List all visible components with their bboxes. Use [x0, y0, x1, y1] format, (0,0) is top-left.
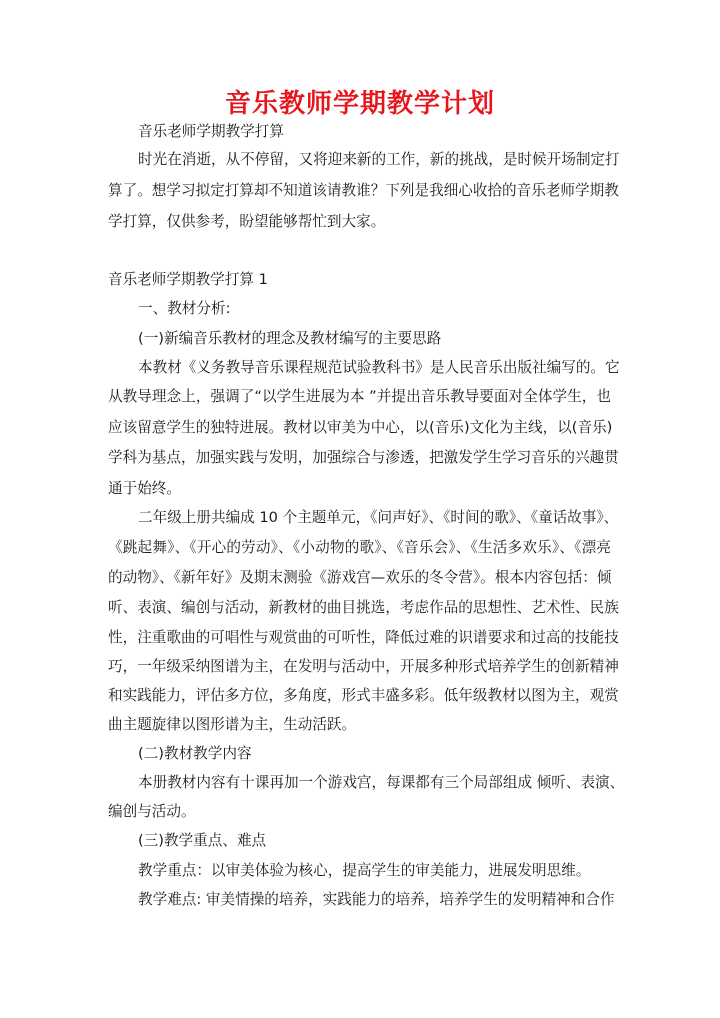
paragraph-line: 应该留意学生的独特进展。教材以审美为中心，以(音乐)文化为主线，以(音乐): [108, 419, 613, 436]
section-heading: 一、教材分析:: [138, 300, 231, 317]
paragraph-line: 算了。想学习拟定打算却不知道该请教谁？下列是我细心收拾的音乐老师学期教: [108, 182, 619, 199]
subsection-heading: (二)教材教学内容: [138, 745, 252, 762]
paragraph-line: 本册教材内容有十课再加一个游戏宫，每课都有三个局部组成 倾听、表演、: [138, 774, 625, 791]
paragraph-line: 从教导理念上，强调了“以学生进展为本 ”并提出音乐教导要面对全体学生，也: [108, 388, 611, 405]
paragraph-line: 听、表演、编创与活动，新教材的曲目挑选，考虑作品的思想性、艺术性、民族: [108, 599, 619, 616]
paragraph-line: 教学重点：以审美体验为核心，提高学生的审美能力，进展发明思维。: [138, 862, 591, 879]
document-title: 音乐教师学期教学计划: [224, 89, 495, 119]
subsection-heading: (三)教学重点、难点: [138, 832, 267, 849]
paragraph-line: 学打算，仅供参考，盼望能够帮忙到大家。: [108, 213, 386, 230]
paragraph-line: 巧，一年级采纳图谱为主，在发明与活动中，开展多种形式培养学生的创新精神: [108, 658, 619, 675]
paragraph-line: 的动物》、《新年好》及期末测验《游戏宫—欢乐的冬令营》。根本内容包括：倾: [108, 569, 612, 586]
subsection-heading: (一)新编音乐教材的理念及教材编写的主要思路: [138, 330, 442, 347]
paragraph-line: 编创与活动。: [108, 803, 196, 820]
paragraph-line: 曲主题旋律以图形谱为主，生动活跃。: [108, 716, 357, 733]
paragraph-line: 时光在消逝，从不停留，又将迎来新的工作，新的挑战，是时候开场制定打: [138, 151, 620, 168]
paragraph-line: 教学难点: 审美情操的培养，实践能力的培养，培养学生的发明精神和合作: [138, 891, 615, 908]
paragraph-line: 学科为基点，加强实践与发明，加强综合与渗透，把激发学生学习音乐的兴趣贯: [108, 449, 619, 466]
paragraph-line: 性，注重歌曲的可唱性与观赏曲的可听性，降低过难的识谱要求和过高的技能技: [108, 629, 619, 646]
paragraph-line: 《跳起舞》、《开心的劳动》、《小动物的歌》、《音乐会》、《生活多欢乐》、《漂亮: [108, 539, 611, 556]
paragraph-line: 和实践能力，评估多方位，多角度，形式丰盛多彩。低年级教材以图为主，观赏: [108, 687, 619, 704]
subtitle: 音乐老师学期教学打算: [138, 123, 284, 140]
section-heading: 音乐老师学期教学打算 1: [108, 271, 268, 288]
paragraph-line: 本教材《义务教导音乐课程规范试验教科书》是人民音乐出版社编写的。它: [138, 359, 620, 376]
paragraph-line: 二年级上册共编成 10 个主题单元，《问声好》、《时间的歌》、《童话故事》、: [138, 509, 619, 526]
paragraph-line: 通于始终。: [108, 480, 181, 497]
